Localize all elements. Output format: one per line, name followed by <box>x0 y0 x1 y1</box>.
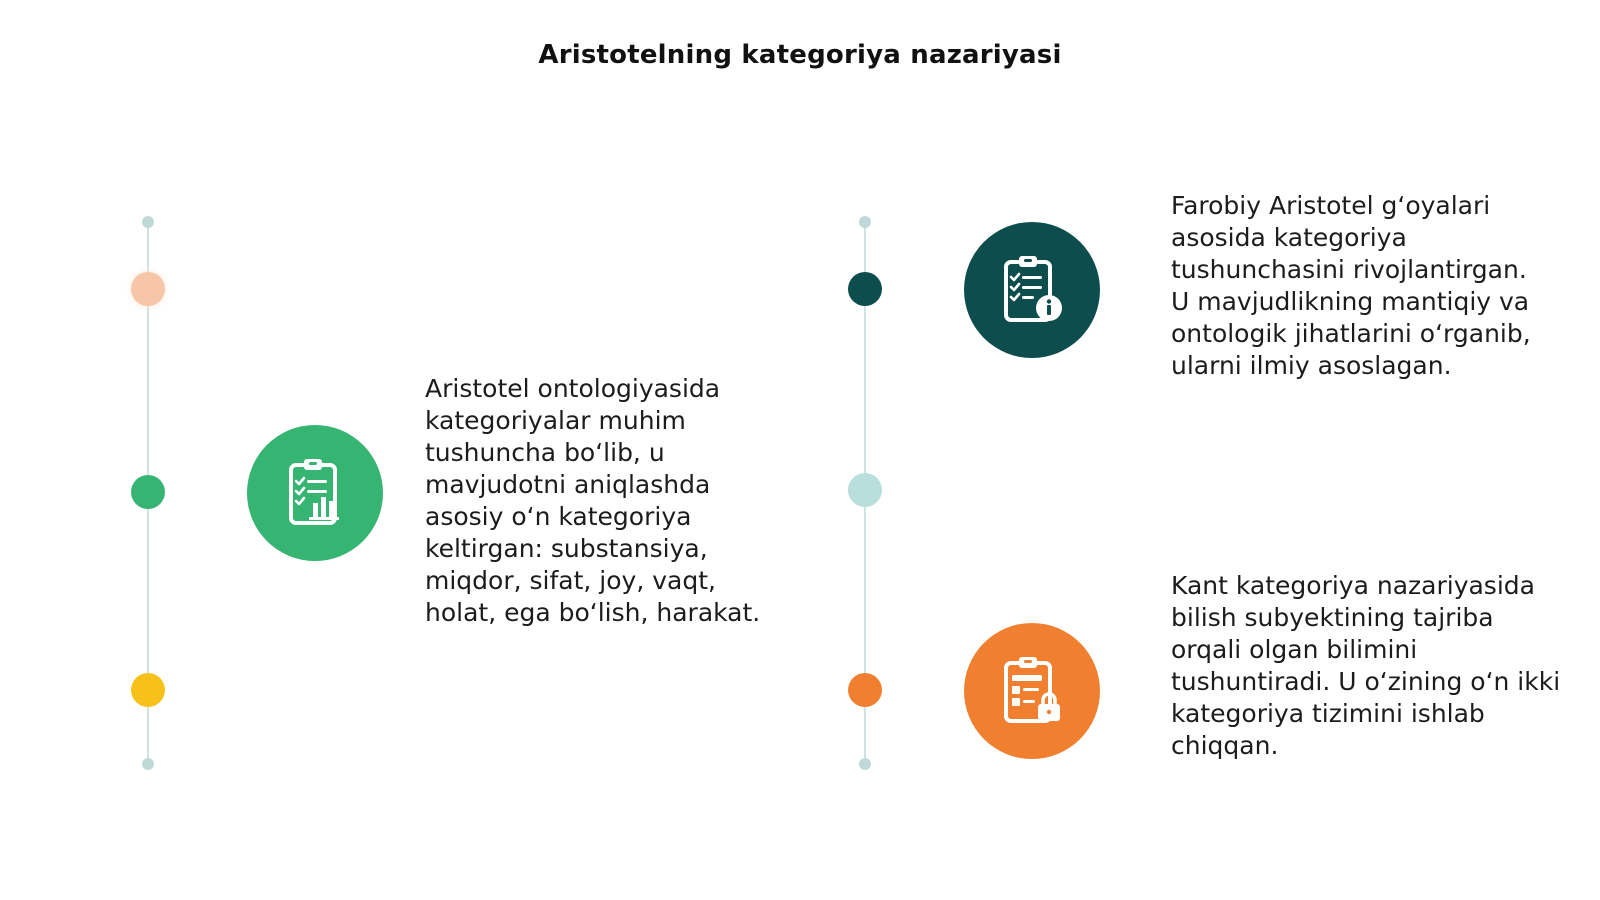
aristotel-description: Aristotel ontologiyasida kategoriyalar muhim tushuncha bo‘lib, u mavjudotni aniqlashda asosiy o‘n kategoriya keltirgan: substansiya, miqdor, sifat, joy, vaqt, holat, ega bo‘lish, harakat. <box>425 374 761 627</box>
right-rail-bottom-dot <box>859 758 871 770</box>
clipboard-lock-icon <box>964 623 1100 759</box>
page-title: Aristotelning kategoriya nazariyasi <box>538 40 1062 70</box>
right-node-dark-teal <box>848 272 882 306</box>
kant-description: Kant kategoriya nazariyasida bilish subyektining tajriba orqali olgan bilimini tushuntiradi. U o‘zining o‘n ikki kategoriya tizimini ishlab chiqqan. <box>1171 571 1561 760</box>
left-node-peach <box>131 272 165 306</box>
right-node-light-teal <box>848 473 882 507</box>
farobiy-description: Farobiy Aristotel g‘oyalari asosida kategoriya tushunchasini rivojlantirgan. U mavjudlikning mantiqiy va ontologik jihatlarini o‘rganib, ularni ilmiy asoslagan. <box>1171 191 1531 380</box>
clipboard-info-icon <box>964 222 1100 358</box>
left-node-yellow <box>131 673 165 707</box>
left-rail-top-dot <box>142 216 154 228</box>
clipboard-chart-icon <box>247 425 383 561</box>
left-rail-bottom-dot <box>142 758 154 770</box>
left-node-green <box>131 475 165 509</box>
right-rail-top-dot <box>859 216 871 228</box>
right-node-orange <box>848 673 882 707</box>
